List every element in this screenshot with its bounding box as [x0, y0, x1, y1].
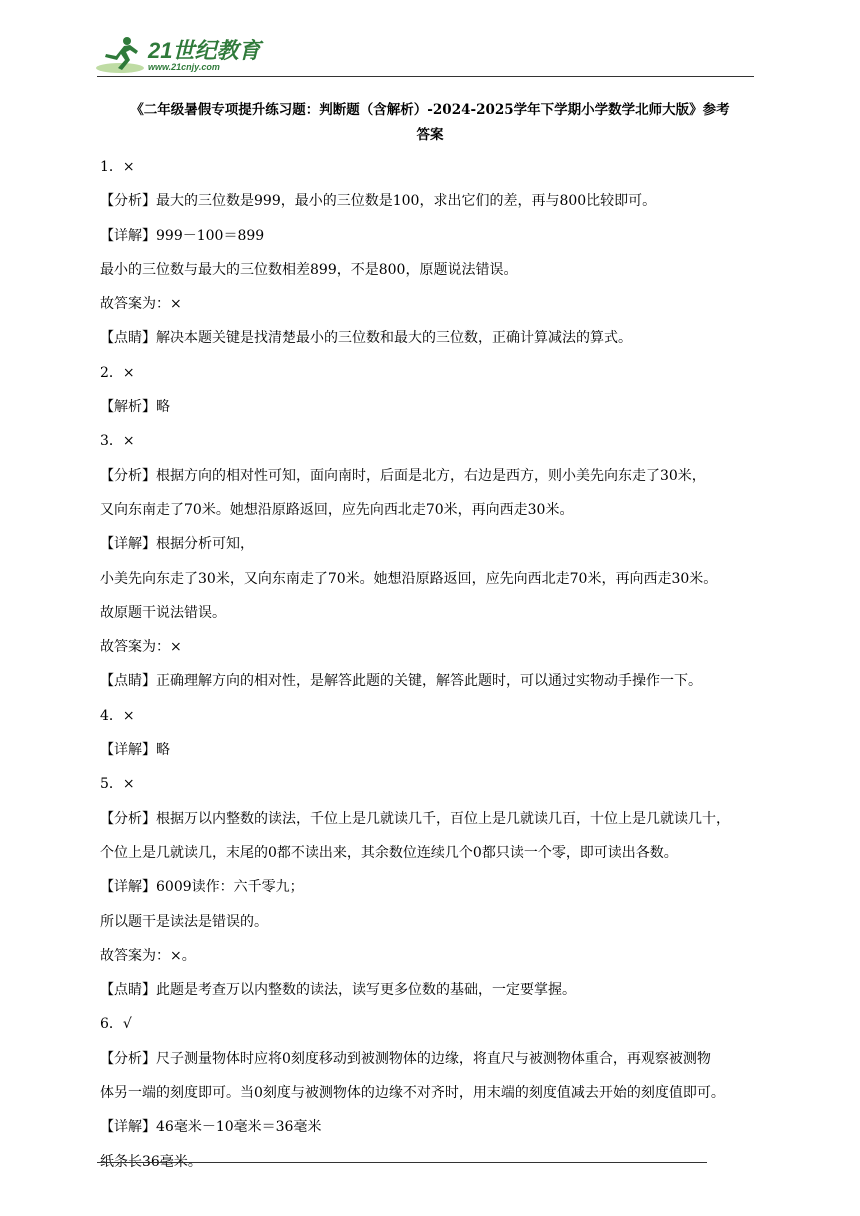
page-header [0, 0, 860, 80]
text-line: 【分析】尺子测量物体时应将0刻度移动到被测物体的边缘，将直尺与被测物体重合，再观察被测物 [100, 1050, 711, 1067]
text-line: 纸条长36毫米。 [100, 1153, 202, 1170]
site-logo [94, 34, 264, 78]
text-line: 2．× [100, 364, 135, 381]
text-line: 【分析】最大的三位数是999，最小的三位数是100，求出它们的差，再与800比较即可。 [100, 193, 657, 210]
answer-body [100, 150, 770, 1179]
document-title [100, 98, 760, 148]
title-line-1: 《二年级暑假专项提升练习题：判断题（含解析）-2024-2025学年下学期小学数学北师大版》参考 [130, 102, 730, 118]
logo-wordmark: 21世纪教育 [148, 38, 261, 63]
text-line: 【分析】根据万以内整数的读法，千位上是几就读几千，百位上是几就读几百，十位上是几就读几十， [100, 810, 730, 827]
text-line: 【详解】46毫米－10毫米＝36毫米 [100, 1119, 322, 1136]
text-line: 【点睛】此题是考查万以内整数的读法，读写更多位数的基础，一定要掌握。 [100, 982, 576, 999]
text-line: 【详解】根据分析可知， [100, 536, 254, 553]
text-line: 体另一端的刻度即可。当0刻度与被测物体的边缘不对齐时，用末端的刻度值减去开始的刻度值即可。 [100, 1085, 725, 1102]
logo-url: www.21cnjy.com [148, 62, 220, 72]
header-divider [97, 76, 754, 77]
text-line: 【详解】略 [100, 742, 170, 759]
text-line: 最小的三位数与最大的三位数相差899，不是800，原题说法错误。 [100, 261, 518, 278]
text-line: 1．× [100, 159, 135, 175]
title-line-2: 答案 [416, 127, 444, 143]
footer-divider [97, 1162, 707, 1163]
text-line: 【点睛】正确理解方向的相对性，是解答此题的关键，解答此题时，可以通过实物动手操作一下。 [100, 673, 702, 690]
text-line: 故原题干说法错误。 [100, 604, 226, 621]
text-line: 又向东南走了70米。她想沿原路返回，应先向西北走70米，再向西走30米。 [100, 501, 574, 518]
text-line: 【详解】6009读作：六千零九； [100, 879, 304, 896]
text-line: 5．× [100, 776, 135, 793]
text-line: 4．× [100, 707, 135, 724]
text-line: 【分析】根据方向的相对性可知，面向南时，后面是北方，右边是西方，则小美先向东走了30米， [100, 467, 706, 484]
text-line: 所以题干是读法是错误的。 [100, 913, 268, 930]
text-line: 【详解】999－100＝899 [100, 227, 265, 244]
text-line: 小美先向东走了30米，又向东南走了70米。她想沿原路返回，应先向西北走70米，再向西走30米。 [100, 570, 718, 587]
text-line: 故答案为：× [100, 639, 182, 656]
text-line: 故答案为：×。 [100, 947, 196, 964]
runner-logo-icon [94, 34, 150, 76]
text-line: 【解析】略 [100, 399, 170, 416]
text-line: 6．√ [100, 1016, 132, 1033]
text-line: 【点睛】解决本题关键是找清楚最小的三位数和最大的三位数，正确计算减法的算式。 [100, 330, 632, 347]
text-line: 个位上是几就读几，末尾的0都不读出来，其余数位连续几个0都只读一个零，即可读出各数。 [100, 844, 678, 861]
text-line: 3．× [100, 433, 135, 450]
text-line: 故答案为：× [100, 296, 182, 313]
